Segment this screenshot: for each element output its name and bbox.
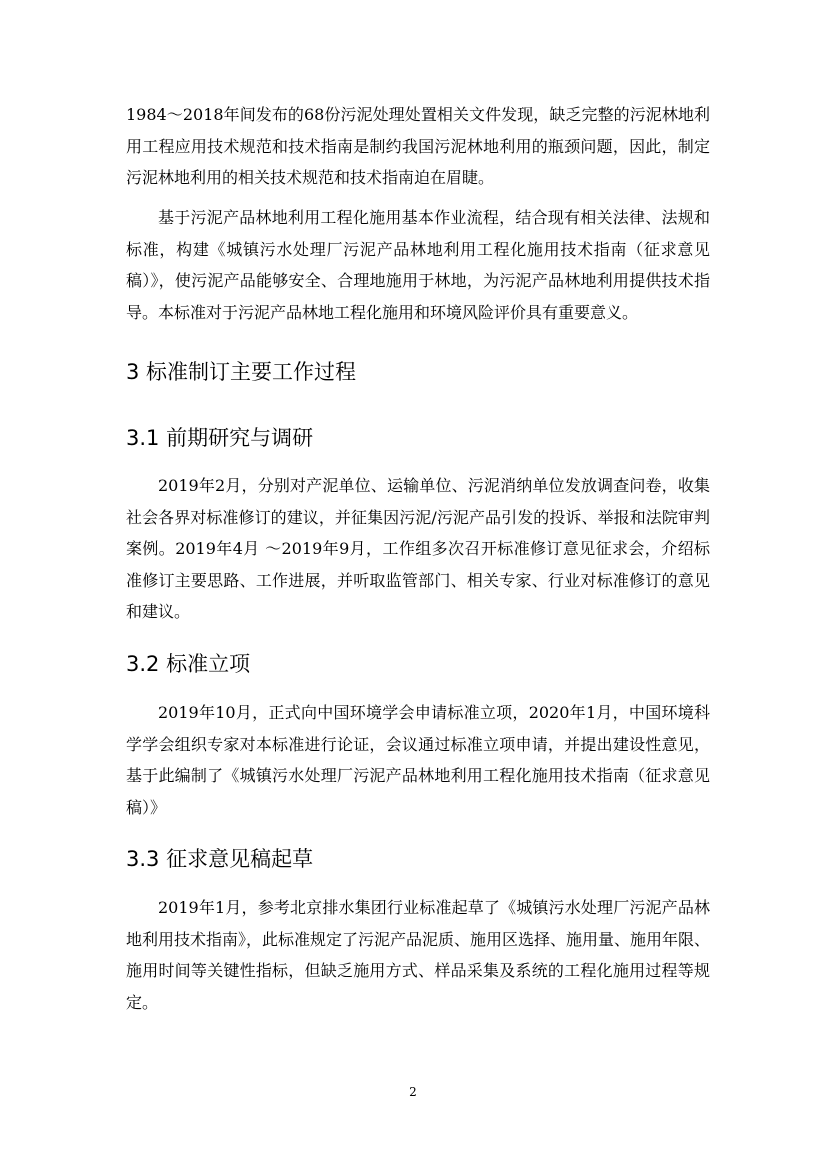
section-3-3-heading: 3.3 征求意见稿起草	[126, 847, 314, 871]
paragraph-intro-purpose: 基于污泥产品林地利用工程化施用基本作业流程，结合现有相关法律、法规和标准，构建《城镇污水处理厂污泥产品林地利用工程化施用技术指南（征求意见稿）》，使污泥产品能够安全、合理地施用于林地，为污泥产品林地利用提供技术指导。本标准对于污泥产品林地工程化施用和环境风险评价具有重要意义。	[126, 208, 710, 322]
section-3-2-heading: 3.2 标准立项	[126, 652, 251, 676]
paragraph-intro-continuation: 1984～2018年间发布的68份污泥处理处置相关文件发现，缺乏完整的污泥林地利用工程应用技术规范和技术指南是制约我国污泥林地利用的瓶颈问题，因此，制定污泥林地利用的相关技术规范和技术指南迫在眉睫。	[126, 105, 710, 187]
page-number: 2	[409, 1085, 417, 1099]
section-3-1-heading: 3.1 前期研究与调研	[126, 426, 314, 450]
paragraph-section-3-2: 2019年10月，正式向中国环境学会申请标准立项，2020年1月，中国环境科学学会组织专家对本标准进行论证，会议通过标准立项申请，并提出建设性意见，基于此编制了《城镇污水处理厂污泥产品林地利用工程化施用技术指南（征求意见稿）》	[126, 703, 710, 817]
section-3-heading: 3 标准制订主要工作过程	[126, 360, 357, 384]
paragraph-section-3-1: 2019年2月，分别对产泥单位、运输单位、污泥消纳单位发放调查问卷，收集社会各界对标准修订的建议，并征集因污泥/污泥产品引发的投诉、举报和法院审判案例。2019年4月 ～2019年9月，工作组多次召开标准修订意见征求会，介绍标准修订主要思路、工作进展，并听取监管部门、相关专家、行业对标准修订的意见和建议。	[126, 476, 710, 621]
paragraph-section-3-3: 2019年1月，参考北京排水集团行业标准起草了《城镇污水处理厂污泥产品林地利用技术指南》，此标准规定了污泥产品泥质、施用区选择、施用量、施用年限、施用时间等关键性指标，但缺乏施用方式、样品采集及系统的工程化施用过程等规定。	[126, 898, 711, 1012]
